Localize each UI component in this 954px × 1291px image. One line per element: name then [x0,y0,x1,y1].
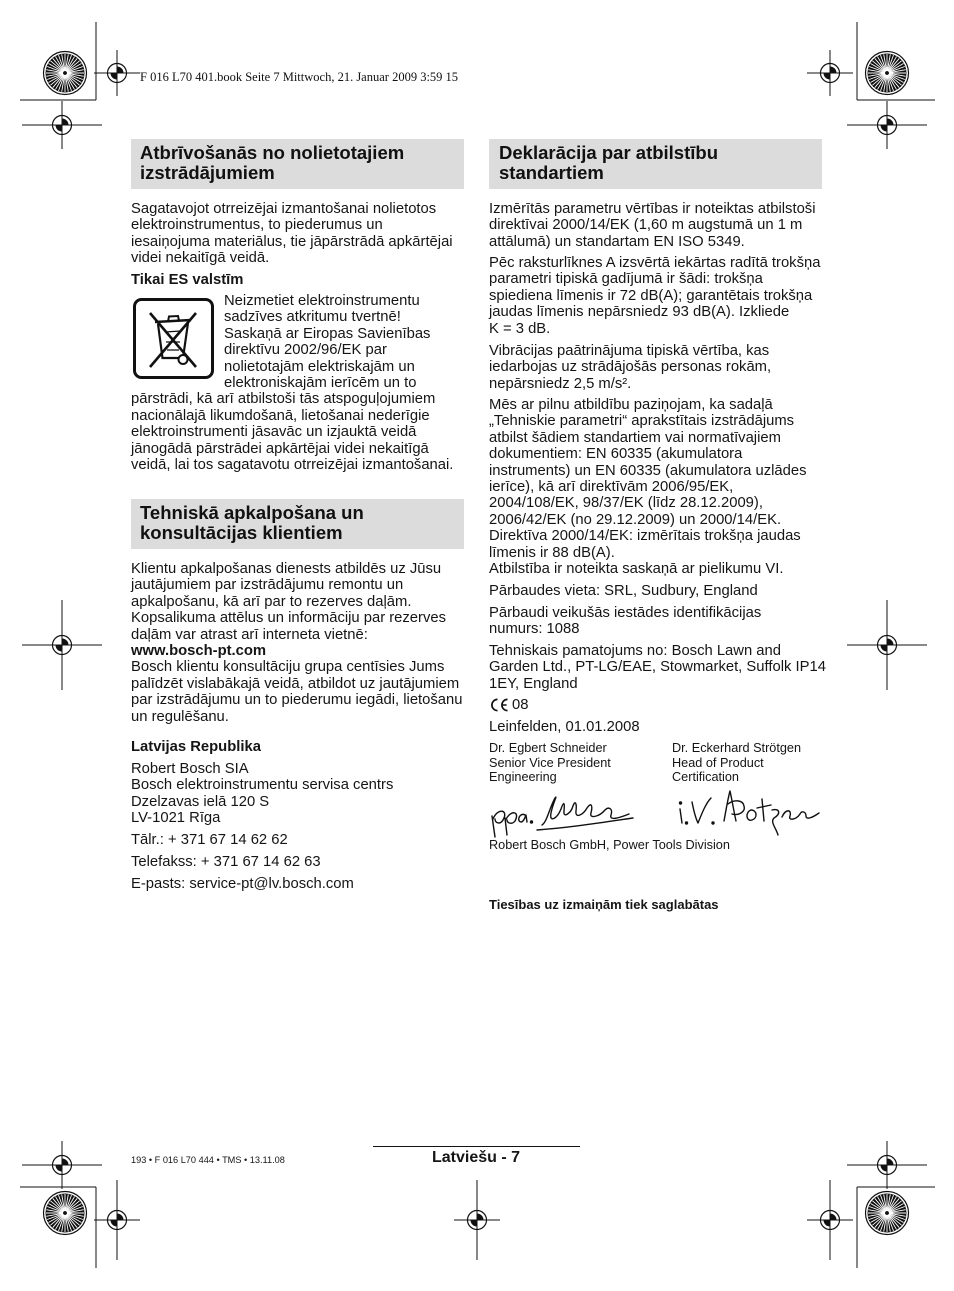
registration-crosshair-mark [847,101,927,149]
heading-line: konsultācijas klientiem [140,522,343,543]
page-number-label: Latviešu - 7 [432,1149,521,1166]
signatory-title: Senior Vice President [489,755,611,770]
text-line: un regulēšanu. [131,708,229,725]
eu-only-label: Tikai ES valstīm [131,272,244,288]
text-line: Klientu apkalpošanas dienests atbildēs uz Jūsu [131,561,442,577]
ce-mark-year: 08 [512,697,529,713]
phone-number: Tālr.: + 371 67 14 62 62 [131,832,288,848]
rights-notice: Tiesības uz izmaiņām tiek saglabātas [489,897,719,912]
registration-crosshair-mark [22,600,102,690]
text-line: Mēs ar pilnu atbildību paziņojam, ka sadaļā [489,397,773,413]
signatory-name: Dr. Eckerhard Strötgen [672,741,802,755]
registration-crosshair-mark [94,1180,140,1260]
text-line: elektroinstrumentus, to piederumus un [131,217,383,234]
registration-crosshair-mark [847,1141,927,1189]
registration-crosshair-mark [807,50,853,96]
registration-crosshair-mark [847,600,927,690]
service-heading-box [131,499,464,549]
color-bar-starburst-mark [44,52,87,95]
text-line: Direktīva 2000/14/EK: izmērītais trokšņa jaudas [489,528,801,545]
text-line: iesaiņojuma materiālus, tie jāpārstrādā apkārtējai [131,233,453,250]
declaration-heading-box [489,139,822,189]
text-line: direktīvu 2002/96/EK par [224,342,387,359]
text-line: parametri tipiskā gadījumā ir šādi: trokšņa [489,271,763,288]
text-line: 2004/108/EK, 98/37/EK (līdz 28.12.2009), [489,495,763,512]
footer-rule [373,1146,580,1147]
text-line: Kopsalikuma attēlus un informāciju par rezerves [131,610,446,627]
text-line: nolietotajām elektriskajām un [224,358,415,375]
text-line: palīdzēt vislabākajā veidā, atbildot uz jautājumiem [131,675,460,692]
heading-line: Tehniskā apkalpošana un [140,502,364,523]
signatory-right [672,741,801,785]
text-line: Neizmetiet elektroinstrumentu [224,293,420,309]
text-line: videi nekaitīgā veidā. [131,250,270,267]
text-line: Pēc raksturlīknes A izsvērtā iekārtas radītā trokšņa [489,255,821,271]
signature-right [672,786,822,838]
color-bar-starburst-mark [866,52,909,95]
text-line: jautājumiem par izstrādājumu remontu un [131,577,404,594]
company-division: Robert Bosch GmbH, Power Tools Division [489,838,730,852]
text-line: Izmērītās parametru vērtības ir noteiktas atbilstoši [489,201,816,217]
text-line: nacionālajā likumdošanā, lietošanai nederīgie [131,407,430,424]
text-line: 2006/42/EK (no 29.12.2009) un 2000/14/EK. [489,511,782,528]
text-line: daļām var atrast arī interneta vietnē: [131,626,368,643]
text-line: ierīce), kā arī direktīvām 2006/95/EK, [489,479,734,496]
print-code: 193 • F 016 L70 444 • TMS • 13.11.08 [131,1155,285,1165]
registration-crosshair-mark [454,1180,500,1260]
notified-body-number [489,605,761,638]
registration-crosshair-mark [22,1141,102,1189]
signatory-department: Engineering [489,770,557,784]
heading-line: standartiem [499,162,604,183]
disposal-heading [131,139,464,183]
text-line: elektroinstrumenti jāsavāc un izjauktā veidā [131,424,417,441]
text-line: Saskaņā ar Eiropas Savienības [224,325,431,342]
text-line: jaudas līmenis nepārsniedz 93 dB(A). Izkliede [489,304,790,321]
text-line: Bosch klientu konsultāciju grupa centīsies Jums [131,659,445,676]
declaration-heading [489,139,822,183]
heading-line: izstrādājumiem [140,162,275,183]
signatory-department: Certification [672,770,739,784]
email-address: E-pasts: service-pt@lv.bosch.com [131,876,354,892]
vibration-paragraph [489,343,771,392]
text-line: dokumentiem: EN 60335 (akumulatora [489,446,743,463]
website-url: www.bosch-pt.com [131,643,267,660]
text-line: apkalpošanu, kā arī par to rezerves daļām. [131,593,412,610]
country-label: Latvijas Republika [131,739,261,755]
text-line: atbilst šādiem standartiem vai normatīvajiem [489,429,781,446]
color-bar-starburst-mark [866,1192,909,1235]
print-file-info: F 016 L70 401.book Seite 7 Mittwoch, 21. Januar 2009 3:59 15 [140,70,459,84]
text-line: Atbilstība ir noteikta saskaņā ar pielikumu VI. [489,561,784,578]
fax-number: Telefakss: + 371 67 14 62 63 [131,854,321,870]
text-line: nepārsniedz 2,5 m/s². [489,375,632,392]
test-site: Pārbaudes vieta: SRL, Sudbury, England [489,583,758,599]
place-and-date: Leinfelden, 01.01.2008 [489,719,640,735]
ce-mark-icon [489,698,510,712]
text-line: K = 3 dB. [489,320,551,337]
text-line: par izstrādājumu un to piederumu iegādi, lietošanu [131,692,463,709]
registration-crosshair-mark [807,1180,853,1260]
text-line: numurs: 1088 [489,621,580,638]
disposal-intro-paragraph [131,201,453,267]
text-line: Vibrācijas paātrinājuma tipiskā vērtība, kas [489,343,770,359]
text-line: Pārbaudi veikušās iestādes identifikācijas [489,605,762,621]
technical-file-paragraph [489,643,826,692]
text-line: pārstrādi, kā arī atbilstoši tās atspoguļojumiem [131,391,436,408]
signature-left [487,789,637,839]
text-line: iedarbojas uz strādājošās personas rokām, [489,359,772,376]
text-line: sadzīves atkritumu tvertnē! [224,309,401,326]
address-line: Bosch elektroinstrumentu servisa centrs [131,777,394,794]
text-line: elektroniskajām ierīcēm un to [224,375,417,392]
text-line: Tehniskais pamatojums no: Bosch Lawn and [489,643,781,659]
heading-line: Deklarācija par atbilstību [499,142,719,163]
address-line: Robert Bosch SIA [131,761,249,777]
text-line: Garden Ltd., PT-LG/EAE, Stowmarket, Suffolk IP14 [489,659,826,676]
text-line: direktīvai 2000/14/EK (1,60 m augstumā un 1 m [489,217,803,234]
color-bar-starburst-mark [44,1192,87,1235]
registration-crosshair-mark [22,101,102,149]
signatory-left [489,741,611,785]
text-line: līmenis ir 88 dB(A). [489,544,615,561]
text-line: attālumā) un standartam EN ISO 5349. [489,233,745,250]
text-line: instruments) un EN 60335 (akumulatora uzlādes [489,462,807,479]
heading-line: Atbrīvošanās no nolietotajiem [140,142,405,163]
text-line: „Tehniskie parametri“ aprakstītais izstrādājums [489,413,795,430]
measurement-paragraph [489,201,815,250]
signatory-title: Head of Product [672,755,764,770]
address-line: Dzelzavas ielā 120 S [131,793,270,810]
text-line: jānogādā pārstrādei apkārtējai videi nekaitīgā [131,440,429,457]
noise-paragraph [489,255,820,337]
service-heading [131,499,464,543]
signatory-name: Dr. Egbert Schneider [489,741,607,755]
text-line: spiediena līmenis ir 72 dB(A); garantētais trokšņa [489,287,813,304]
conformity-paragraph [489,397,806,577]
text-line: Sagatavojot otrreizējai izmantošanai nolietotos [131,201,437,217]
disposal-heading-box [131,139,464,189]
service-paragraph [131,561,463,725]
text-line: veidā, lai tos sagatavotu otrreizējai izmantošanai. [131,457,454,474]
weee-paragraph [131,293,453,473]
registration-crosshair-mark [94,50,140,96]
address-line: LV-1021 Rīga [131,810,221,827]
service-address [131,761,393,827]
text-line: 1EY, England [489,675,578,692]
